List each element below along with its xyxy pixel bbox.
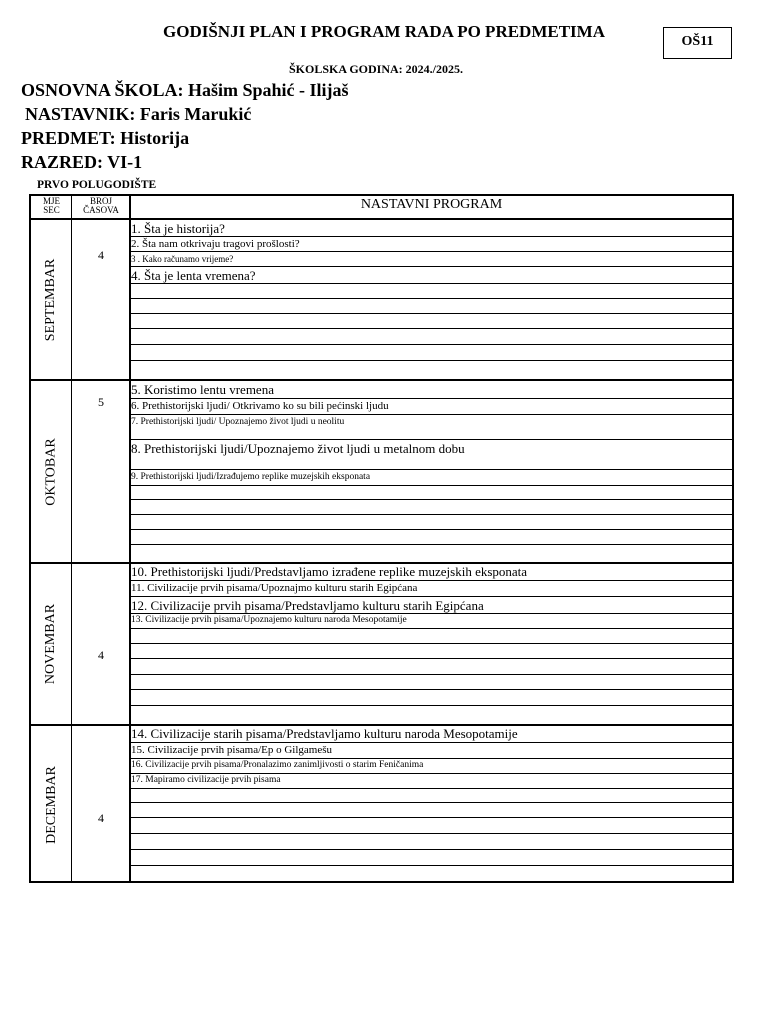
school-name: OSNOVNA ŠKOLA: Hašim Spahić - Ilijaš: [21, 80, 349, 100]
row-divider: [130, 788, 732, 789]
month-label: [31, 564, 72, 724]
row-divider: [130, 529, 732, 530]
row-divider: [130, 439, 732, 440]
row-divider: [130, 360, 732, 361]
row-divider: [130, 742, 732, 743]
row-divider: [130, 705, 732, 706]
row-divider: [130, 469, 732, 470]
row-divider: [130, 266, 732, 267]
month-name: DECEMBAR: [43, 765, 59, 844]
row-divider: [130, 628, 732, 629]
row-divider: [130, 414, 732, 415]
lesson-item: 3 . Kako računamo vrijeme?: [131, 254, 234, 264]
row-divider: [130, 802, 732, 803]
column-header-month: [31, 197, 72, 215]
row-divider: [130, 833, 732, 834]
lesson-item: 8. Prethistorijski ljudi/Upoznajemo život ljudi u metalnom dobu: [131, 441, 465, 456]
row-divider: [130, 865, 732, 866]
month-name: NOVEMBAR: [43, 603, 59, 685]
row-divider: [130, 328, 732, 329]
semester-label: PRVO POLUGODIŠTE: [37, 179, 157, 191]
row-divider: [130, 613, 732, 614]
hours-count: 5: [98, 395, 104, 409]
school-year: ŠKOLSKA GODINA: 2024./2025.: [288, 62, 464, 76]
row-divider: [130, 689, 732, 690]
lesson-item: 16. Civilizacije prvih pisama/Pronalazimo zanimljivosti o starim Feničanima: [131, 760, 424, 770]
lesson-item: 5. Koristimo lentu vremena: [131, 382, 274, 397]
row-divider: [130, 773, 732, 774]
row-divider: [130, 485, 732, 486]
row-divider: [130, 398, 732, 399]
lesson-item: 10. Prethistorijski ljudi/Predstavljamo izrađene replike muzejskih eksponata: [131, 564, 528, 579]
column-header-month-line1: MJE: [42, 196, 60, 206]
subject-name: PREDMET: Historija: [21, 128, 190, 148]
month-label: [31, 726, 72, 883]
column-header-hours: [72, 197, 130, 215]
row-divider: [130, 849, 732, 850]
lesson-item: 9. Prethistorijski ljudi/Izrađujemo replike muzejskih eksponata: [131, 472, 371, 482]
column-header-month-line2: SEC: [43, 205, 60, 215]
row-divider: [130, 544, 732, 545]
row-divider: [130, 298, 732, 299]
lesson-item: 6. Prethistorijski ljudi/ Otkrivamo ko su bili pećinski ljudu: [131, 400, 389, 412]
month-name: SEPTEMBAR: [43, 258, 59, 342]
lesson-item: 7. Prethistorijski ljudi/ Upoznajemo život ljudi u neolitu: [131, 417, 345, 427]
month-label: [31, 220, 72, 380]
row-divider: [130, 514, 732, 515]
lesson-item: 4. Šta je lenta vremena?: [131, 268, 256, 283]
column-header-hours-line2: ČASOVA: [83, 205, 119, 215]
row-divider: [130, 499, 732, 500]
row-divider: [130, 643, 732, 644]
row-divider: [130, 674, 732, 675]
row-divider: [130, 236, 732, 237]
row-divider: [130, 596, 732, 597]
row-divider: [130, 251, 732, 252]
plan-table: [29, 194, 734, 883]
row-divider: [130, 758, 732, 759]
page-title: GODIŠNJI PLAN I PROGRAM RADA PO PREDMETIMA: [163, 22, 605, 41]
header-divider: [31, 218, 732, 220]
lesson-item: 14. Civilizacije starih pisama/Predstavljamo kulturu naroda Mesopotamije: [131, 726, 518, 741]
form-code-box: OŠ11: [663, 27, 732, 59]
hours-count: 4: [98, 248, 104, 262]
lesson-item: 11. Civilizacije prvih pisama/Upoznajmo kulturu starih Egipćana: [131, 582, 418, 594]
lesson-item: 15. Civilizacije prvih pisama/Ep o Gilgamešu: [131, 744, 333, 756]
lesson-item: 13. Civilizacije prvih pisama/Upoznajemo kulturu naroda Mesopotamije: [131, 615, 407, 625]
lesson-item: 17. Mapiramo civilizacije prvih pisama: [131, 775, 281, 785]
row-divider: [31, 379, 732, 381]
row-divider: [130, 817, 732, 818]
lesson-item: 1. Šta je historija?: [131, 221, 225, 236]
row-divider: [130, 313, 732, 314]
grade-name: RAZRED: VI-1: [21, 152, 143, 172]
row-divider: [130, 580, 732, 581]
month-label: [31, 381, 72, 562]
lesson-item: 12. Civilizacije prvih pisama/Predstavljamo kulturu starih Egipćana: [131, 598, 484, 613]
hours-count: 4: [98, 648, 104, 662]
month-name: OKTOBAR: [43, 437, 59, 506]
column-header-hours-line1: BROJ: [89, 196, 112, 206]
row-divider: [130, 658, 732, 659]
hours-count: 4: [98, 811, 104, 825]
column-header-program: NASTAVNI PROGRAM: [360, 197, 503, 212]
teacher-name: NASTAVNIK: Faris Marukić: [25, 104, 252, 124]
row-divider: [130, 344, 732, 345]
row-divider: [130, 283, 732, 284]
lesson-item: 2. Šta nam otkrivaju tragovi prošlosti?: [131, 238, 300, 250]
